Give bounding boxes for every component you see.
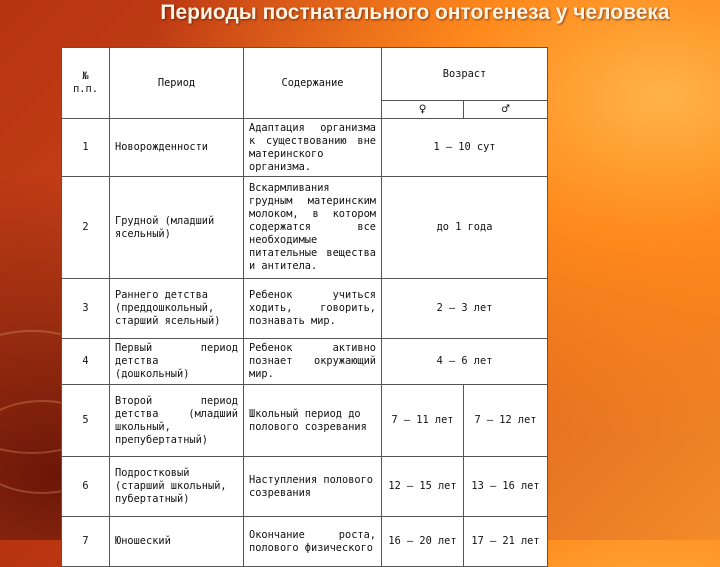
header-age: Возраст	[382, 48, 548, 101]
header-female-symbol: ♀	[382, 101, 464, 119]
row-content: Наступления полового созревания	[244, 457, 382, 517]
row-age-male: 17 – 21 лет	[464, 517, 548, 567]
row-age-female: 16 – 20 лет	[382, 517, 464, 567]
row-content: Школьный период до полового созревания	[244, 385, 382, 457]
row-age: до 1 года	[382, 177, 548, 279]
row-age-female: 12 – 15 лет	[382, 457, 464, 517]
row-content: Ребенок активно познает окружающий мир.	[244, 339, 382, 385]
table-row	[62, 119, 548, 177]
table-row	[62, 279, 548, 339]
row-content: Окончание роста, полового физического	[244, 517, 382, 567]
header-period: Период	[110, 48, 244, 119]
page-title: Периоды постнатального онтогенеза у человека	[160, 1, 670, 24]
table-row	[62, 177, 548, 279]
table-row	[62, 339, 548, 385]
row-num: 3	[62, 279, 110, 339]
header-content: Содержание	[244, 48, 382, 119]
row-period: Раннего детства (преддошкольный, старший ясельный)	[110, 279, 244, 339]
row-age: 1 – 10 сут	[382, 119, 548, 177]
row-num: 1	[62, 119, 110, 177]
row-period: Новорожденности	[110, 119, 244, 177]
ontogenesis-table	[61, 47, 548, 567]
table-row	[62, 385, 548, 457]
row-num: 4	[62, 339, 110, 385]
row-num: 2	[62, 177, 110, 279]
header-male-symbol: ♂	[464, 101, 548, 119]
row-period: Грудной (младший ясельный)	[110, 177, 244, 279]
row-content: Ребенок учиться ходить, говорить, познавать мир.	[244, 279, 382, 339]
row-period: Первый период детства (дошкольный)	[110, 339, 244, 385]
row-age-male: 7 – 12 лет	[464, 385, 548, 457]
row-age: 2 – 3 лет	[382, 279, 548, 339]
row-age: 4 – 6 лет	[382, 339, 548, 385]
table-row	[62, 457, 548, 517]
row-age-female: 7 – 11 лет	[382, 385, 464, 457]
row-num: 6	[62, 457, 110, 517]
table-header-row	[62, 48, 548, 101]
row-period: Второй период детства (младший школьный, препубертатный)	[110, 385, 244, 457]
row-period: Подростковый (старший школьный, пубертатный)	[110, 457, 244, 517]
row-num: 5	[62, 385, 110, 457]
row-period: Юношеский	[110, 517, 244, 567]
table-row	[62, 517, 548, 567]
row-age-male: 13 – 16 лет	[464, 457, 548, 517]
row-num: 7	[62, 517, 110, 567]
row-content: Вскармливания грудным материнским молоком, в котором содержатся все необходимые питательные вещества и антитела.	[244, 177, 382, 279]
row-content: Адаптация организма к существованию вне материнского организма.	[244, 119, 382, 177]
header-num: № п.п.	[62, 48, 110, 119]
